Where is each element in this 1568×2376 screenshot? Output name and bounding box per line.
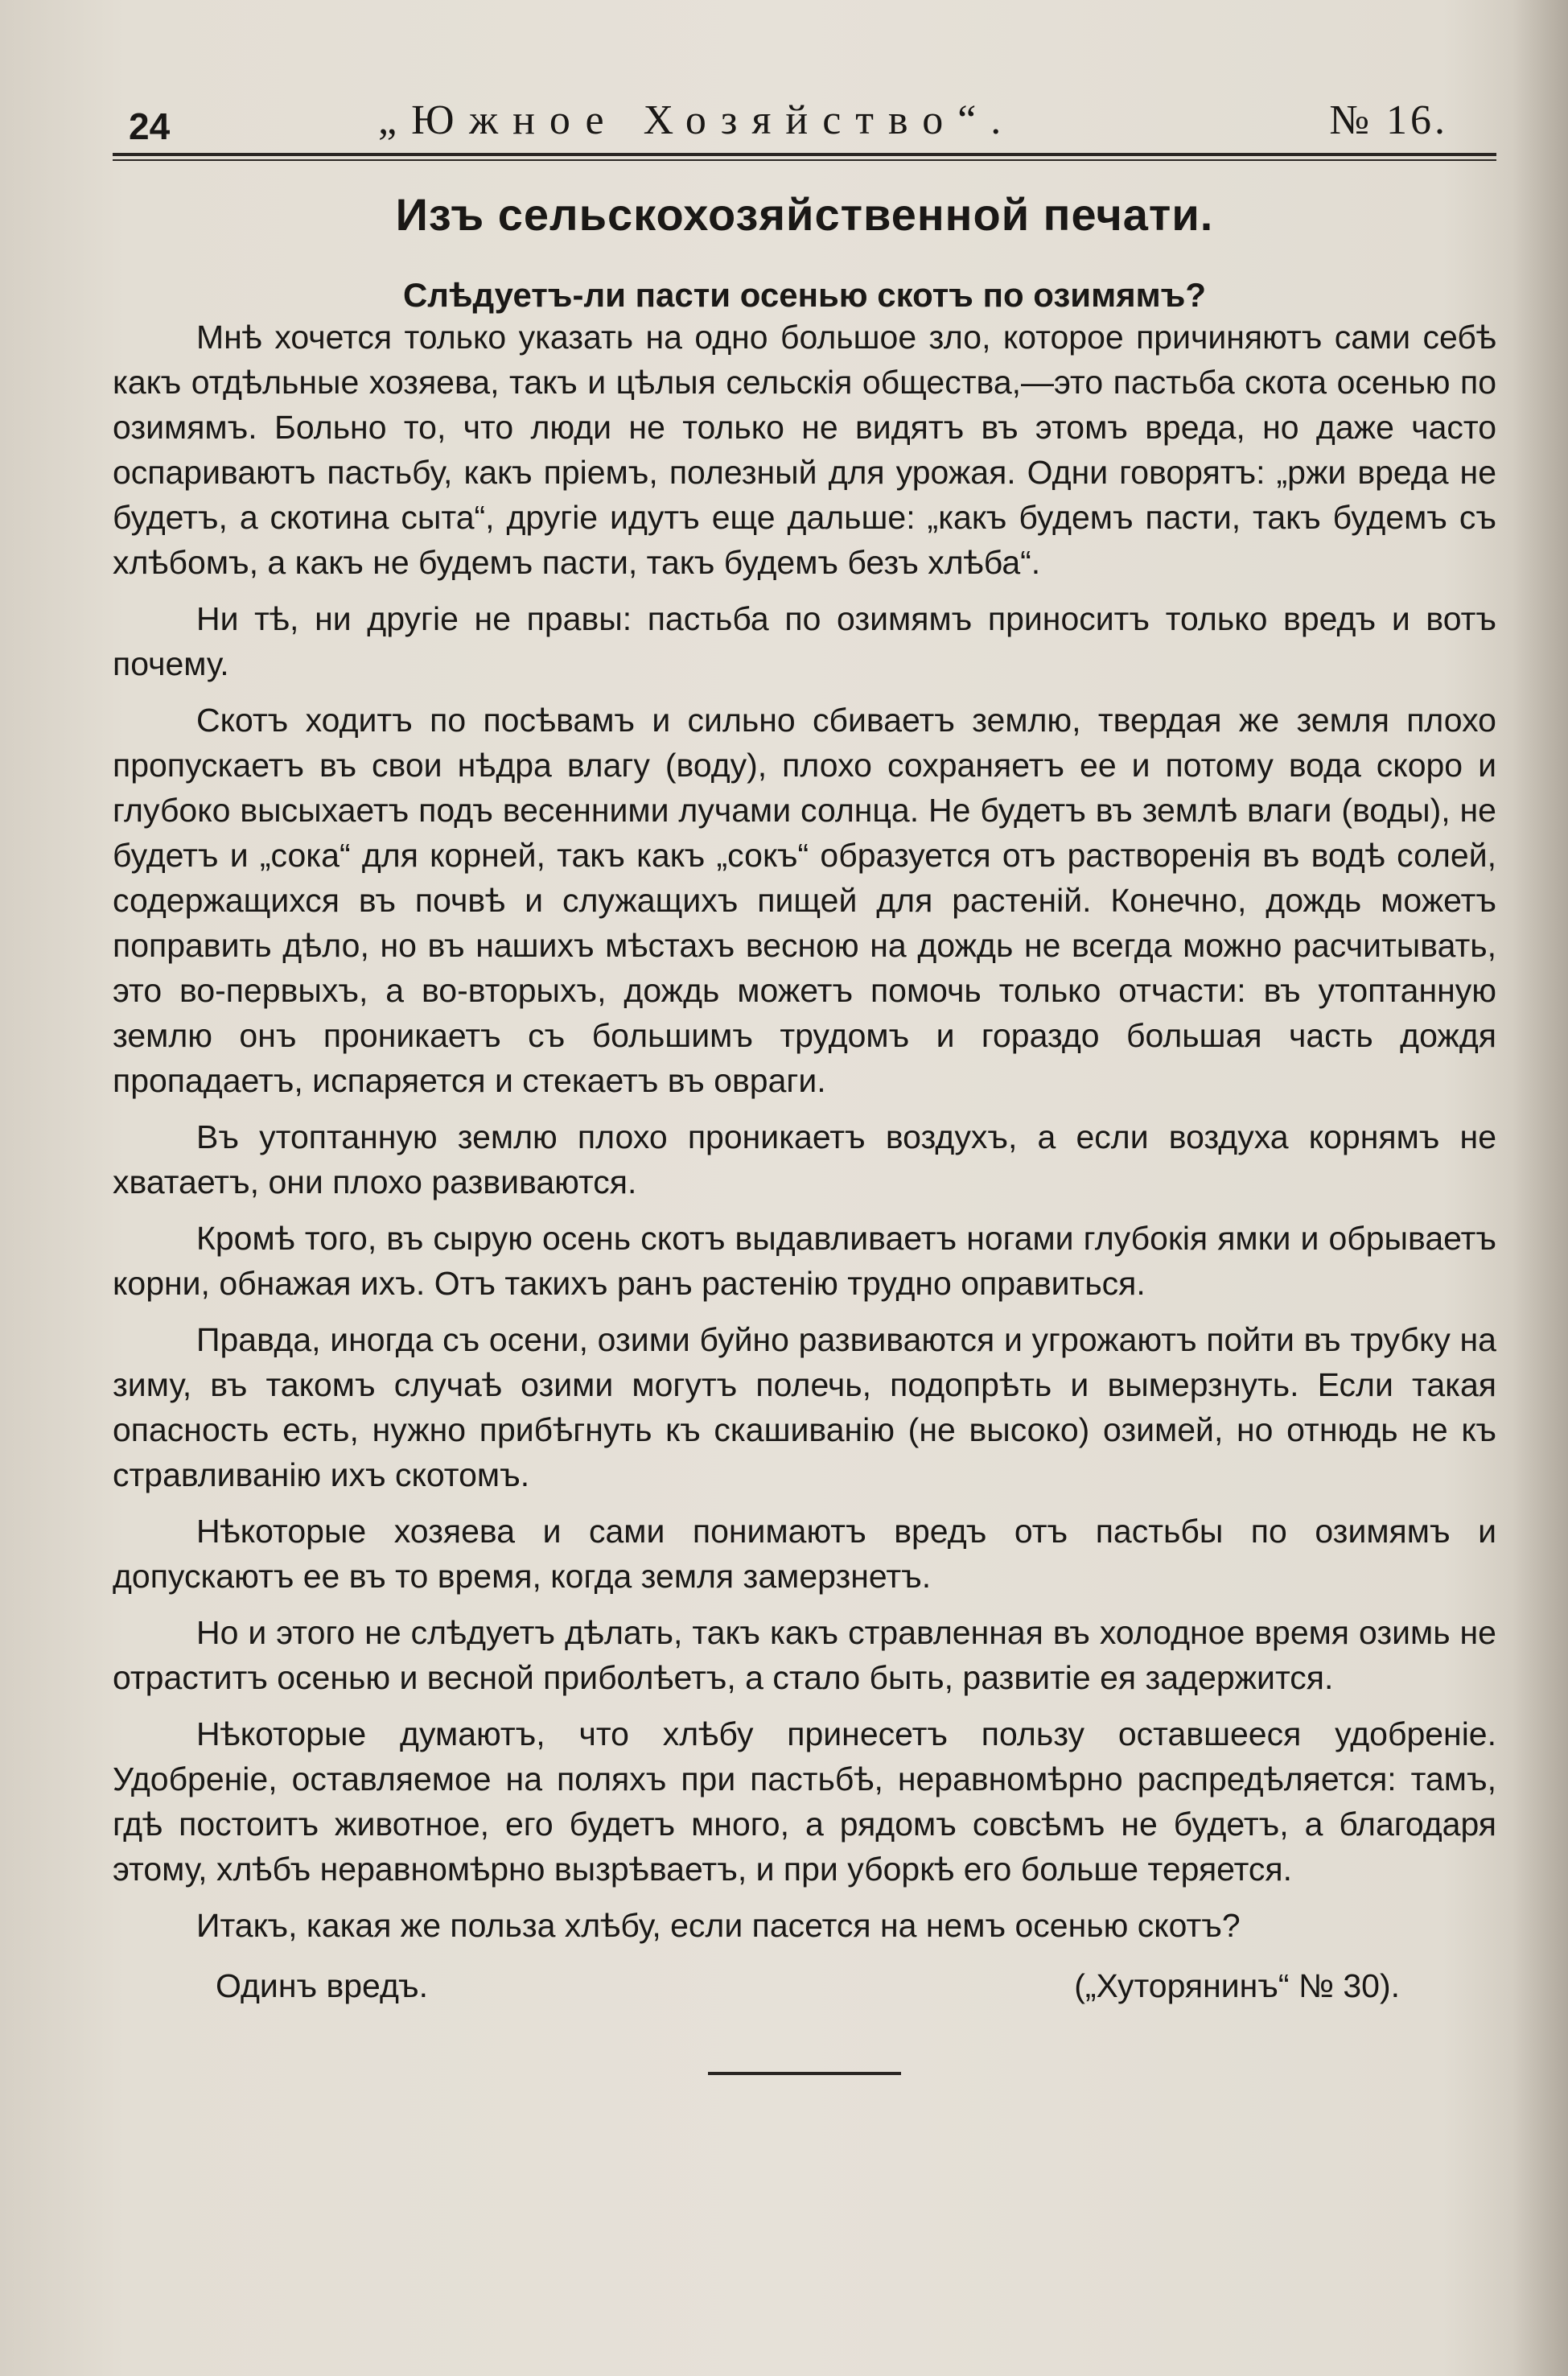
source-citation: („Хуторянинъ“ № 30).: [1074, 1967, 1400, 2004]
paragraph: Нѣкоторые думаютъ, что хлѣбу принесетъ пользу оставшееся удобреніе. Удобреніе, оставляемое на поляхъ при пастьбѣ, неравномѣрно распредѣляется: тамъ, гдѣ постоитъ животное, его будетъ много, а рядомъ совсѣмъ не будетъ, а благодаря этому, хлѣбъ неравномѣрно вызрѣваетъ, и при уборкѣ его больше теряется.: [113, 1715, 1496, 1888]
end-rule: [708, 2072, 901, 2075]
journal-title: „Южное Хозяйство“.: [378, 97, 1016, 143]
paragraph: Правда, иногда съ осени, озими буйно развиваются и угрожаютъ пойти въ трубку на зиму, въ такомъ случаѣ озими могутъ полечь, подопрѣть и вымерзнуть. Если такая опасность есть, нужно прибѣгнуть къ скашиванію (не высоко) озимей, но отнюдь не къ стравливанію ихъ скотомъ.: [113, 1321, 1496, 1493]
paragraph: Итакъ, какая же польза хлѣбу, если пасется на немъ осенью скотъ?: [196, 1907, 1241, 1944]
issue-number: № 16.: [1329, 97, 1448, 143]
article-body: [113, 315, 1496, 1948]
paragraph: Нѣкоторые хозяева и сами понимаютъ вредъ отъ пастьбы по озимямъ и допускаютъ ее въ то время, когда земля замерзнетъ.: [113, 1513, 1496, 1595]
paragraph: Кромѣ того, въ сырую осень скотъ выдавливаетъ ногами глубокія ямки и обрываетъ корни, обнажая ихъ. Отъ такихъ ранъ растенію трудно оправиться.: [113, 1220, 1496, 1302]
paragraph: Скотъ ходитъ по посѣвамъ и сильно сбиваетъ землю, твердая же земля плохо пропускаетъ въ свои нѣдра влагу (воду), плохо сохраняетъ ее и потому вода скоро и глубоко высыхаетъ подъ весенними лучами солнца. Не будетъ въ землѣ влаги (воды), не будетъ и „сока“ для корней, такъ какъ „сокъ“ образуется отъ растворенія въ водѣ солей, содержащихся въ почвѣ и служащихъ пищей для растеній. Конечно, дождь можетъ поправить дѣло, но въ нашихъ мѣстахъ весною на дождь не всегда можно расчитывать, это во-первыхъ, а во-вторыхъ, дождь можетъ помочь только отчасти: въ утоптанную землю онъ проникаетъ съ большимъ трудомъ и гораздо большая часть дождя пропадаетъ, испаряется и стекаетъ въ овраги.: [113, 702, 1496, 1099]
closing-line: Одинъ вредъ.: [216, 1967, 428, 2004]
header-rule: [113, 153, 1496, 161]
page-number: 24: [129, 105, 171, 147]
section-title: Изъ сельскохозяйственной печати.: [395, 189, 1214, 240]
article-title: Слѣдуетъ-ли пасти осенью скотъ по озимямъ?: [402, 276, 1207, 314]
paragraph: Ни тѣ, ни другіе не правы: пастьба по озимямъ приноситъ только вредъ и вотъ почему.: [113, 600, 1496, 682]
page-edge-shadow: [1512, 0, 1568, 2376]
paragraph: Но и этого не слѣдуетъ дѣлать, такъ какъ стравленная въ холодное время озимь не отраститъ осенью и весной приболѣетъ, а стало быть, развитіе ея задержится.: [113, 1614, 1496, 1696]
article-footer: [113, 1967, 1496, 2016]
paragraph: Мнѣ хочется только указать на одно большое зло, которое причиняютъ сами себѣ какъ отдѣльные хозяева, такъ и цѣлыя сельскія общества,—это пастьба скота осенью по озимямъ. Больно то, что люди не только не видятъ въ этомъ вреда, но даже часто оспариваютъ пастьбу, какъ пріемъ, полезный для урожая. Одни говорятъ: „ржи вреда не будетъ, а скотина сыта“, другіе идутъ еще дальше: „какъ будемъ пасти, такъ будемъ съ хлѣбомъ, а какъ не будемъ пасти, такъ будемъ безъ хлѣба“.: [113, 319, 1496, 581]
paragraph: Въ утоптанную землю плохо проникаетъ воздухъ, а если воздуха корнямъ не хватаетъ, они плохо развиваются.: [113, 1118, 1496, 1200]
page-content: [113, 89, 1496, 2075]
running-head: [113, 89, 1496, 153]
